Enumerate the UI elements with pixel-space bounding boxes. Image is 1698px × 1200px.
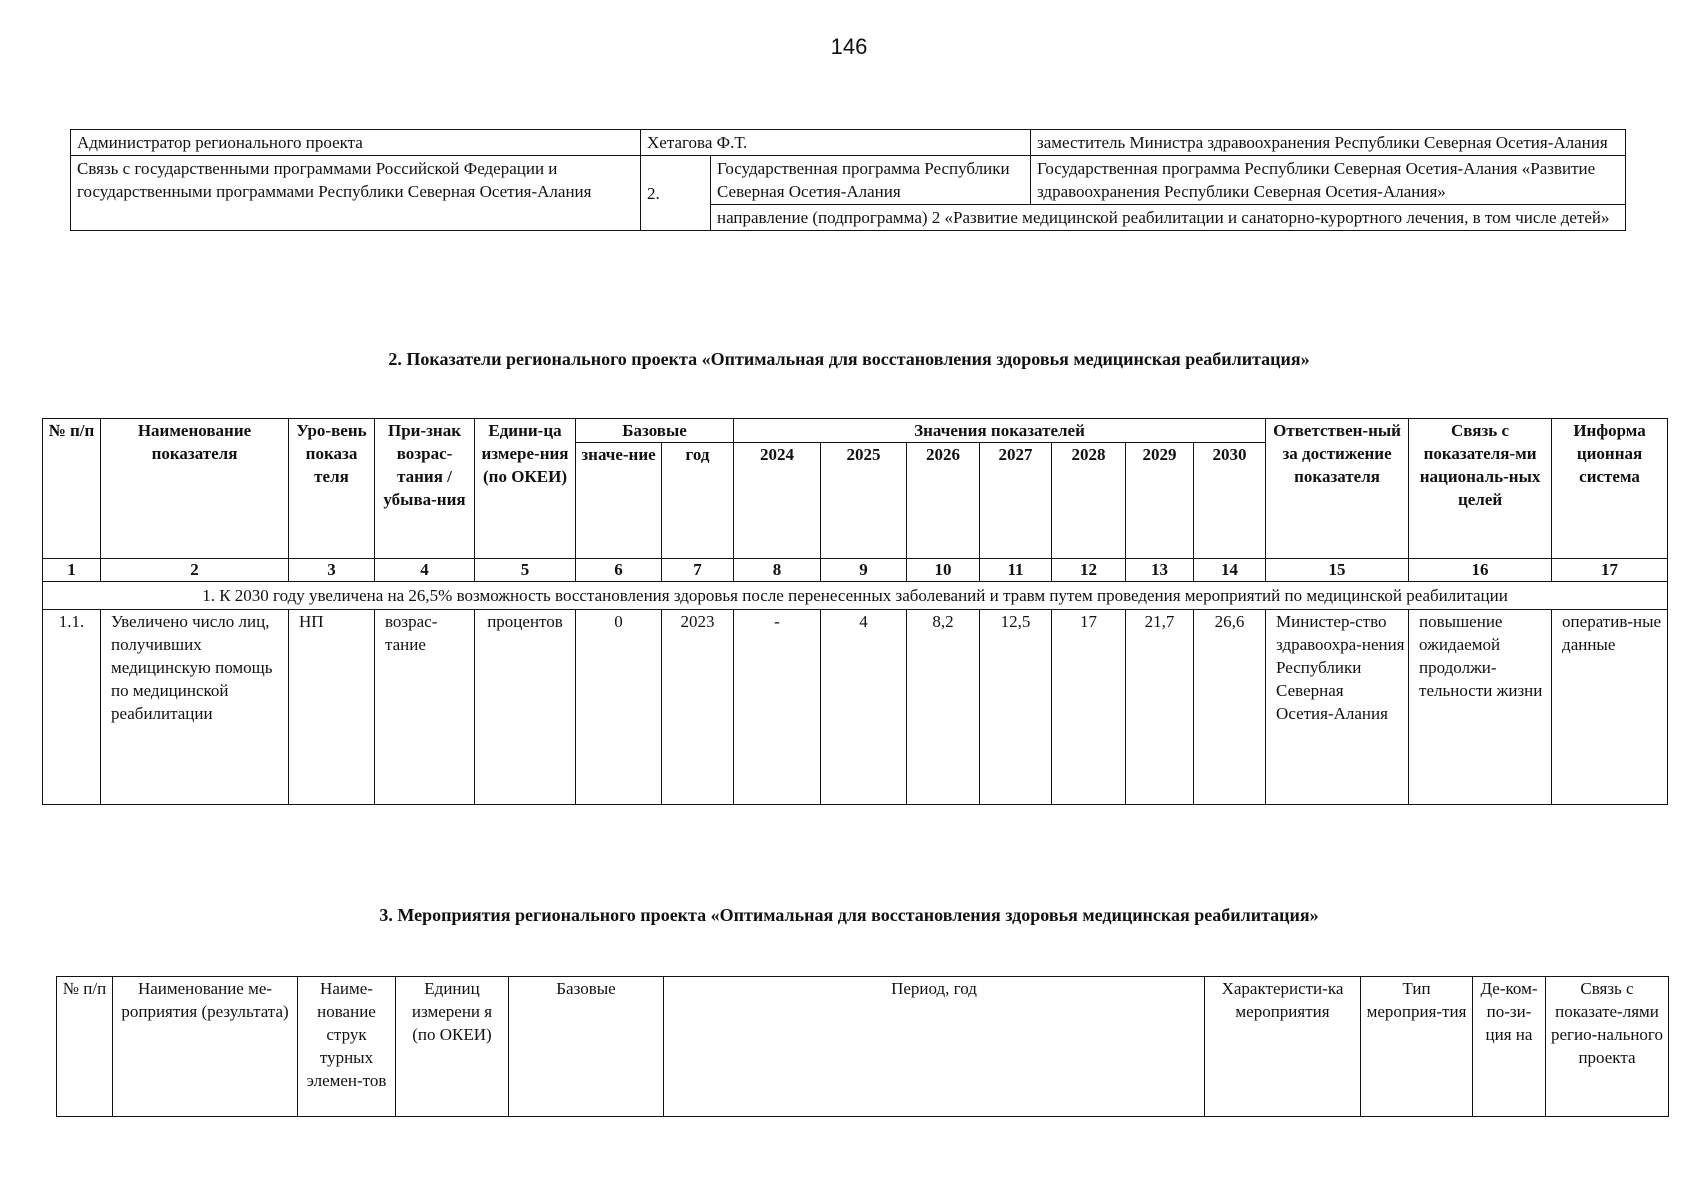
indicator-link: повышение ожидаемой продолжи-тельности жизни xyxy=(1409,610,1552,805)
indicator-level: НП xyxy=(289,610,375,805)
section3-title: 3. Мероприятия регионального проекта «Оптимальная для восстановления здоровья медицинская реабилитация» xyxy=(379,905,1319,925)
column-number: 11 xyxy=(980,559,1052,582)
year-header: 2029 xyxy=(1126,443,1194,559)
column-number: 5 xyxy=(475,559,576,582)
col-base-year-header: год xyxy=(662,443,734,559)
column-number: 9 xyxy=(821,559,907,582)
indicator-value: 4 xyxy=(821,610,907,805)
indicator-num: 1.1. xyxy=(43,610,101,805)
subprogram: направление (подпрограмма) 2 «Развитие медицинской реабилитации и санаторно-курортного лечения, в том числе детей» xyxy=(711,205,1626,231)
program-type: Государственная программа Республики Северная Осетия-Алания xyxy=(711,156,1031,205)
indicator-value: 8,2 xyxy=(907,610,980,805)
indicator-unit: процентов xyxy=(475,610,576,805)
activities-header-row xyxy=(57,977,1669,1117)
program-link-label: Связь с государственными программами Российской Федерации и государственными программами Республики Северная Осетия-Алания xyxy=(71,156,641,231)
col-link-header: Связь с показателя-ми националь-ных целей xyxy=(1409,419,1552,559)
project-info-table xyxy=(70,129,1626,231)
year-header: 2026 xyxy=(907,443,980,559)
page-number: 146 xyxy=(830,34,868,59)
indicator-value: 17 xyxy=(1052,610,1126,805)
goal-row xyxy=(43,582,1668,610)
col-values-header: Значения показателей xyxy=(734,419,1266,443)
indicator-base-value: 0 xyxy=(576,610,662,805)
activities-col-struct: Наиме-нование струк турных элемен-тов xyxy=(298,977,396,1117)
program-link-num: 2. xyxy=(641,156,711,231)
year-header: 2028 xyxy=(1052,443,1126,559)
col-name-header: Наименование показателя xyxy=(101,419,289,559)
col-sign-header: При-знак возрас-тания / убыва-ния xyxy=(375,419,475,559)
column-number: 13 xyxy=(1126,559,1194,582)
admin-label: Администратор регионального проекта xyxy=(71,130,641,156)
column-numbers-row xyxy=(43,559,1668,582)
column-number: 16 xyxy=(1409,559,1552,582)
year-header: 2030 xyxy=(1194,443,1266,559)
activities-table xyxy=(56,976,1669,1117)
col-base-value-header: значе-ние xyxy=(576,443,662,559)
admin-name: Хетагова Ф.Т. xyxy=(641,130,1031,156)
column-number: 4 xyxy=(375,559,475,582)
activities-col-link: Связь с показате-лями регио-нального проекта xyxy=(1546,977,1669,1117)
column-number: 3 xyxy=(289,559,375,582)
activities-col-period: Период, год xyxy=(664,977,1205,1117)
year-header: 2027 xyxy=(980,443,1052,559)
indicator-info: оператив-ные данные xyxy=(1552,610,1668,805)
indicator-responsible: Министер-ство здравоохра-нения Республики Северная Осетия-Алания xyxy=(1266,610,1409,805)
column-number: 6 xyxy=(576,559,662,582)
indicator-value: 26,6 xyxy=(1194,610,1266,805)
col-num-header: № п/п xyxy=(43,419,101,559)
admin-position: заместитель Министра здравоохранения Республики Северная Осетия-Алания xyxy=(1031,130,1626,156)
admin-row xyxy=(71,130,1626,156)
indicator-base-year: 2023 xyxy=(662,610,734,805)
column-number: 8 xyxy=(734,559,821,582)
indicator-sign: возрас-тание xyxy=(375,610,475,805)
indicator-value: - xyxy=(734,610,821,805)
activities-col-decomp: Де-ком-по-зи-ция на xyxy=(1473,977,1546,1117)
activities-col-num: № п/п xyxy=(57,977,113,1117)
program-link-row xyxy=(71,156,1626,205)
col-responsible-header: Ответствен-ный за достижение показателя xyxy=(1266,419,1409,559)
col-unit-header: Едини-ца измере-ния (по ОКЕИ) xyxy=(475,419,576,559)
column-number: 15 xyxy=(1266,559,1409,582)
indicators-table xyxy=(42,418,1668,805)
indicator-row xyxy=(43,610,1668,805)
goal-text: 1. К 2030 году увеличена на 26,5% возможность восстановления здоровья после перенесенных заболеваний и травм путем проведения мероприятий по медицинской реабилитации xyxy=(43,582,1668,610)
indicator-value: 21,7 xyxy=(1126,610,1194,805)
col-level-header: Уро-вень показа теля xyxy=(289,419,375,559)
activities-col-unit: Единиц измерени я (по ОКЕИ) xyxy=(396,977,509,1117)
header-row-1 xyxy=(43,419,1668,443)
column-number: 14 xyxy=(1194,559,1266,582)
col-info-header: Информа ционная система xyxy=(1552,419,1668,559)
activities-col-type: Тип мероприя-тия xyxy=(1361,977,1473,1117)
indicator-name: Увеличено число лиц, получивших медицинскую помощь по медицинской реабилитации xyxy=(101,610,289,805)
indicator-value: 12,5 xyxy=(980,610,1052,805)
activities-col-char: Характеристи-ка мероприятия xyxy=(1205,977,1361,1117)
program-name: Государственная программа Республики Северная Осетия-Алания «Развитие здравоохранения Республики Северная Осетия-Алания» xyxy=(1031,156,1626,205)
column-number: 1 xyxy=(43,559,101,582)
column-number: 2 xyxy=(101,559,289,582)
section2-title: 2. Показатели регионального проекта «Оптимальная для восстановления здоровья медицинская реабилитация» xyxy=(388,349,1310,369)
col-base-header: Базовые xyxy=(576,419,734,443)
year-header: 2025 xyxy=(821,443,907,559)
activities-col-name: Наименование ме-роприятия (результата) xyxy=(113,977,298,1117)
year-header: 2024 xyxy=(734,443,821,559)
column-number: 17 xyxy=(1552,559,1668,582)
column-number: 7 xyxy=(662,559,734,582)
column-number: 10 xyxy=(907,559,980,582)
activities-col-base: Базовые xyxy=(509,977,664,1117)
column-number: 12 xyxy=(1052,559,1126,582)
